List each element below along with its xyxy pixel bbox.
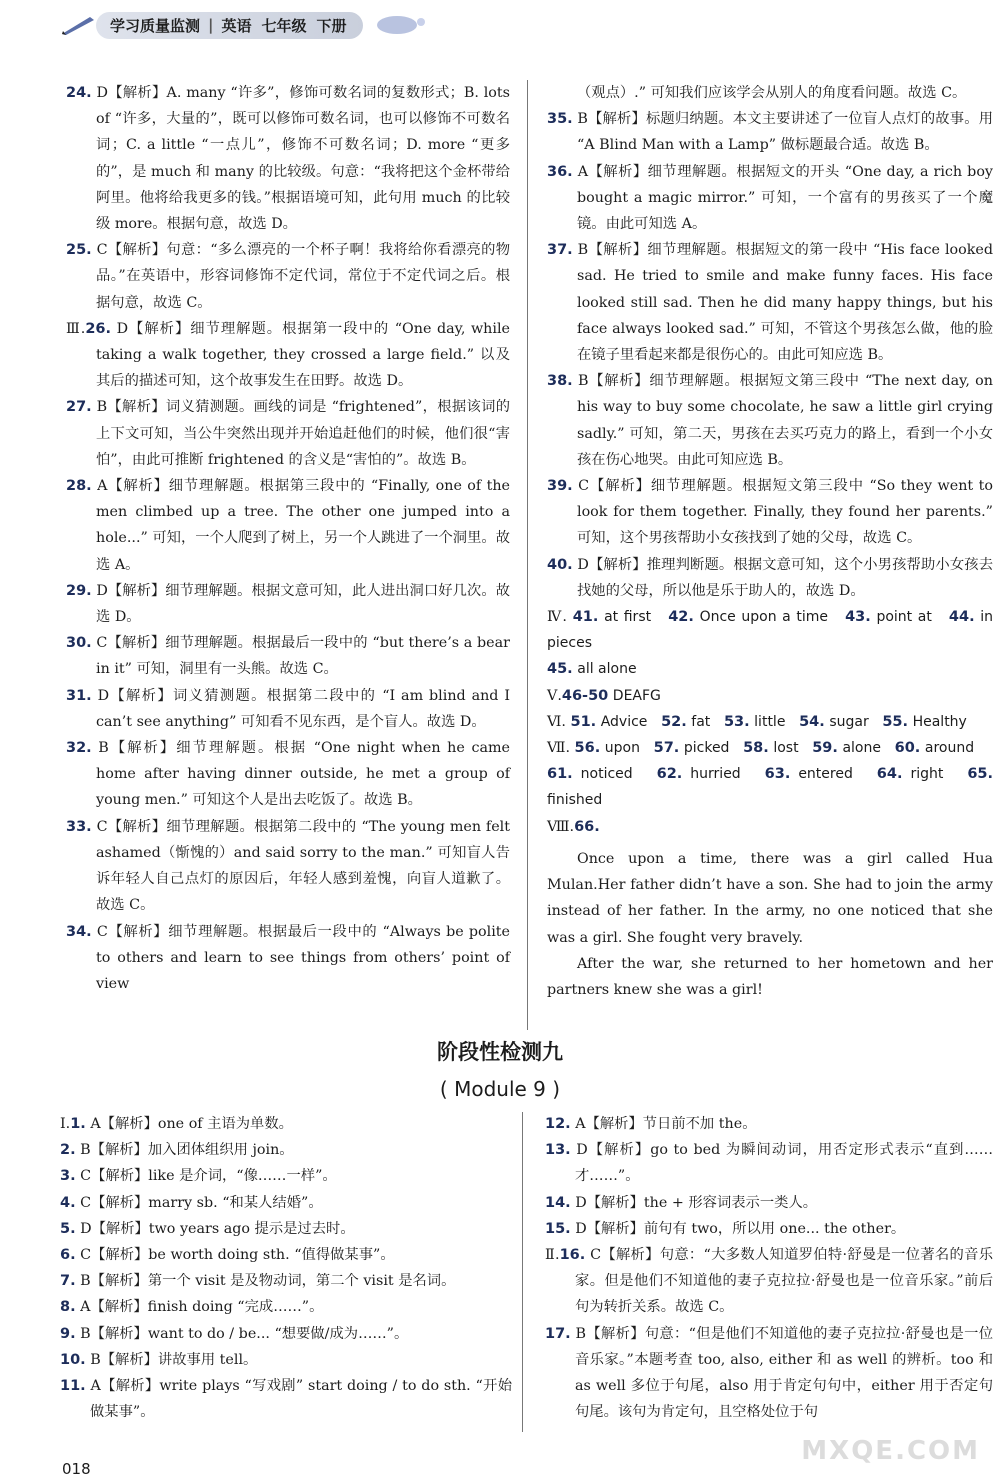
grade-label: 七年级 [261, 16, 307, 35]
question-number: 35. [547, 111, 573, 128]
explanation-text: C【解析】句意：“大多数人知道罗伯特·舒曼是一位著名的音乐家。但是他们不知道他的妻子克拉拉·舒曼也是一位音乐家。”前后句为转折关系。故选 C。 [575, 1247, 994, 1316]
answer-number: 66. [574, 818, 600, 835]
answer-number: 65. [967, 766, 993, 783]
question-number: 8. [60, 1299, 76, 1316]
question-number: 1. [70, 1116, 86, 1132]
question-number: 30. [66, 635, 92, 652]
explanation-text: B【解析】细节理解题。根据 “One night when he came home after having dinner outside, he met a group of young men.” 可知这个人是出去吃饭了。故选 B。 [96, 740, 510, 809]
explanation-text: C【解析】细节理解题。根据第二段中的 “The young men felt ashamed（惭愧的）and said sorry to the man.” 可知盲人告诉年轻人自己点灯的原因后，年轻人感到羞愧，向盲人道歉了。故选 C。 [96, 818, 510, 914]
explanation-text: B【解析】细节理解题。根据短文的第一段中 “His face looked sad. He tried to smile and make funny faces. His face looked still sad. Then he did many happy things, but his face always looked sad.” 可知，不管这个男孩怎么做，他的脸在镜子里看起来都是很伤心的。由此可知应选 B。 [577, 242, 994, 364]
answer-item [545, 1242, 993, 1321]
answer-item [60, 1216, 512, 1242]
essay-paragraph-1: Once upon a time, there was a girl called Hua Mulan.Her father didn’t have a son. She had to join the army instead of her father. In the army, no one noticed that she was a girl. She fought very bravely. [547, 850, 993, 946]
answer-number: 51. [570, 713, 597, 730]
answer-text: all alone [577, 661, 637, 678]
question-number: 2. [60, 1142, 76, 1159]
answer-text: DEAFG [612, 687, 661, 704]
answer-item [66, 316, 510, 395]
question-number: 33. [66, 818, 92, 835]
answer-number: 63. [764, 766, 791, 783]
question-number: 38. [547, 373, 573, 390]
answer-number: 52. [661, 713, 687, 730]
answer-item [547, 473, 993, 552]
answer-item [547, 368, 993, 473]
subject-label: 英语 [221, 16, 252, 35]
question-number: 4. [60, 1194, 76, 1211]
explanation-text: D【解析】A. many “许多”，修饰可数名词的复数形式；B. lots of “许多，大量的”，既可以修饰可数名词，也可以修饰不可数名词；C. a little “一点儿”，修饰不可数名词；D. more “更多的”，是 much 和 many 的比较级。句意：“我将把这个金杯带给阿里。他将给我更多的钱。”根据语境可知，此句用 much 的比较级 more。根据句意，故选 D。 [96, 85, 511, 233]
question-number: 3. [60, 1168, 76, 1185]
explanation-text: B【解析】句意：“但是他们不知道他的妻子克拉拉·舒曼也是一位音乐家。”本题考查 too, also, either 和 as well 的辨析。too 和 as well 多位于句尾，also 用于肯定句句中，either 用于否定句句尾。该句为肯定句，且空格处位于句 [575, 1325, 993, 1421]
upper-right-column [547, 80, 993, 1003]
section-label: Ⅶ. [547, 740, 570, 757]
answer-text: noticed [580, 766, 633, 783]
section-title: 阶段性检测九 [437, 1040, 563, 1064]
explanation-text: A【解析】write plays “写戏剧” start doing / to do sth. “开始做某事”。 [90, 1378, 512, 1421]
answer-number: 56. [574, 740, 601, 757]
question-number: 16. [559, 1247, 586, 1264]
explanation-text: C【解析】be worth doing sth. “值得做某事”。 [80, 1247, 395, 1264]
explanation-text: D【解析】词义猜测题。根据第二段中的 “I am blind and I can’t see anything” 可知看不见东西，是个盲人。故选 D。 [96, 687, 510, 730]
column-divider-lower [522, 1112, 523, 1432]
explanation-text: B【解析】讲故事用 tell。 [90, 1351, 258, 1368]
explanation-text: A【解析】细节理解题。根据短文的开头 “One day, a rich boy bought a magic mirror.” 可知，一个富有的男孩买了一个魔镜。由此可知选 A。 [577, 163, 994, 233]
answer-text: hurried [690, 766, 741, 783]
answer-text: right [910, 766, 944, 783]
answer-number: 45. [547, 661, 573, 678]
watermark: MXQE.COM [801, 1436, 980, 1466]
answer-number: 42. [668, 609, 694, 626]
answer-number: 64. [876, 766, 903, 783]
question-number: 39. [547, 478, 573, 495]
column-divider [527, 80, 528, 1030]
answer-number: 43. [845, 609, 871, 626]
explanation-text: C【解析】细节理解题。根据最后一段中的 “Always be polite to others and learn to see things from others’ point of view [96, 923, 510, 992]
explanation-text: D【解析】细节理解题。根据文意可知，此人进出洞口好几次。故选 D。 [96, 582, 511, 626]
lower-left-column [60, 1111, 512, 1425]
explanation-text: D【解析】细节理解题。根据第一段中的 “One day, while taking a walk together, they crossed a large field.” 以及其后的描述可知，这个故事发生在田野。故选 D。 [96, 320, 510, 390]
answer-text: at first [604, 609, 652, 626]
explanation-text: C【解析】like 是介词，“像……一样”。 [80, 1168, 337, 1185]
question-number: 36. [547, 163, 573, 180]
answer-item [66, 578, 510, 630]
question-number: 37. [547, 242, 573, 259]
answer-item [545, 1216, 993, 1242]
section-label: Ⅷ. [547, 818, 575, 835]
answer-number: 62. [656, 766, 683, 783]
explanation-text: D【解析】two years ago 提示是过去时。 [80, 1220, 355, 1237]
explanation-text: B【解析】加入团体组织用 join。 [80, 1142, 294, 1159]
answer-item [66, 683, 510, 735]
answer-item [547, 552, 993, 604]
answer-number: 58. [743, 740, 769, 757]
answer-item [60, 1190, 512, 1216]
answer-text: lost [773, 740, 799, 757]
explanation-text: B【解析】词义猜测题。画线的词是 “frightened”，根据该词的上下文可知，当公牛突然出现并开始追赶他们的时候，他们很“害怕”，由此可推断 frightened 的含义是“害怕的”。故选 B。 [96, 399, 510, 468]
question-number: 14. [545, 1194, 571, 1211]
explanation-text: B【解析】细节理解题。根据短文第三段中 “The next day, on his way to buy some chocolate, he saw a little girl crying sadly.” 可知，第二天，男孩在去买巧克力的路上，看到一个小女孩在伤心地哭。由此可知应选 B。 [577, 373, 993, 468]
answer-number: 61. [547, 766, 573, 783]
question-number: 27. [66, 399, 92, 416]
section-4-row-2 [547, 656, 993, 682]
answer-item [66, 80, 510, 237]
answer-number: 57. [653, 740, 680, 757]
answer-text: Healthy [912, 713, 967, 730]
answer-text: picked [683, 740, 730, 757]
header-separator: | [208, 16, 214, 34]
answer-item [60, 1373, 512, 1425]
question-number: 6. [60, 1247, 76, 1264]
answer-number: 41. [572, 609, 599, 626]
answer-item [66, 919, 510, 998]
pen-icon [60, 14, 96, 36]
explanation-text: D【解析】the + 形容词表示一类人。 [575, 1194, 818, 1211]
section-label: Ⅲ. [66, 320, 86, 337]
answer-item [66, 735, 510, 814]
question-number: 7. [60, 1273, 76, 1290]
answer-item [66, 630, 510, 682]
answer-item [60, 1111, 512, 1137]
question-number: 12. [545, 1116, 571, 1132]
answer-range: 46-50 [561, 687, 609, 704]
ink-blot-icon [375, 14, 427, 36]
answer-item [66, 394, 510, 473]
section-label: Ⅱ. [545, 1247, 560, 1264]
question-number: 28. [66, 478, 92, 495]
answer-text: little [754, 713, 786, 730]
answer-item [545, 1321, 993, 1426]
answer-item [66, 237, 510, 316]
explanation-text: A【解析】finish doing “完成……”。 [80, 1299, 324, 1316]
answer-text: point at [876, 609, 932, 626]
answer-text: Once upon a time [699, 609, 828, 626]
answer-number: 54. [799, 713, 825, 730]
section-4-row-1 [547, 604, 993, 656]
section-label: Ⅴ. [547, 687, 562, 704]
section-5-row [547, 683, 993, 709]
explanation-text: A【解析】节日前不加 the。 [575, 1116, 757, 1132]
explanation-text: D【解析】go to bed 为瞬间动词，用否定形式表示“直到……才……”。 [575, 1142, 994, 1185]
answer-item [545, 1190, 993, 1216]
explanation-text: （观点）.” 可知我们应该学会从别人的角度看问题。故选 C。 [577, 85, 967, 101]
answer-number: 55. [882, 713, 909, 730]
question-number: 10. [60, 1351, 86, 1368]
answer-item [60, 1242, 512, 1268]
section-label: Ⅵ. [547, 713, 566, 730]
section-7-row [547, 735, 993, 761]
answer-item [545, 1137, 993, 1189]
question-number: 32. [66, 740, 92, 757]
answer-number: 59. [812, 740, 838, 757]
answer-item [60, 1294, 512, 1320]
section-label: Ⅰ. [60, 1116, 71, 1132]
series-title: 学习质量监测 [110, 16, 201, 35]
answer-item [66, 814, 510, 919]
answer-item [547, 159, 993, 238]
explanation-text: C【解析】marry sb. “和某人结婚”。 [80, 1194, 323, 1211]
answer-item [545, 1111, 993, 1137]
answer-text: in pieces [547, 609, 994, 652]
explanation-text: B【解析】第一个 visit 是及物动词，第二个 visit 是名词。 [80, 1273, 456, 1290]
answer-item [66, 473, 510, 578]
answer-text: around [924, 740, 975, 757]
upper-right-items [547, 80, 993, 604]
answer-item [60, 1163, 512, 1189]
answer-item [60, 1268, 512, 1294]
answer-text: alone [842, 740, 881, 757]
question-number: 15. [545, 1220, 571, 1237]
section-7b-row [547, 761, 993, 813]
answer-text: upon [604, 740, 640, 757]
answer-number: 53. [723, 713, 750, 730]
explanation-text: B【解析】want to do / be... “想要做/成为……”。 [80, 1325, 409, 1342]
question-number: 31. [66, 687, 92, 704]
section-6-row [547, 709, 993, 735]
question-number: 40. [547, 556, 573, 573]
answer-text: fat [691, 713, 711, 730]
answer-item [60, 1137, 512, 1163]
question-number: 11. [60, 1378, 86, 1395]
answer-number: 44. [948, 609, 975, 626]
section-8-row [547, 814, 993, 840]
answer-item [547, 106, 993, 158]
explanation-text: A【解析】细节理解题。根据第三段中的 “Finally, one of the men climbed up a tree. The other one jumped into a hole...” 可知，一个人爬到了树上，另一个人跳进了一个洞里。故选 A。 [96, 478, 510, 573]
explanation-text: B【解析】标题归纳题。本文主要讲述了一位盲人点灯的故事。用 “A Blind Man with a Lamp” 做标题最合适。故选 B。 [577, 111, 993, 154]
answer-item [60, 1347, 512, 1373]
section-label: Ⅳ. [547, 609, 567, 626]
explanation-text: C【解析】细节理解题。根据短文第三段中 “So they went to look for them together. Finally, they found her parents.” 可知，这个男孩帮助小女孩找到了她的父母，故选 C。 [577, 478, 993, 547]
page-number: 018 [62, 1460, 91, 1478]
question-number: 13. [545, 1142, 571, 1159]
explanation-text: D【解析】推理判断题。根据文意可知，这个小男孩帮助小女孩去找她的父母，所以他是乐于助人的，故选 D。 [577, 556, 993, 599]
question-number: 9. [60, 1325, 76, 1342]
answer-item [60, 1321, 512, 1347]
explanation-text: A【解析】one of 主语为单数。 [90, 1116, 293, 1132]
answer-text: entered [798, 766, 853, 783]
answer-item [547, 80, 993, 106]
question-number: 17. [545, 1325, 571, 1342]
essay-paragraph-2: After the war, she returned to her hometown and her partners knew she was a girl! [547, 955, 993, 998]
question-number: 24. [66, 85, 92, 101]
explanation-text: D【解析】前句有 two，所以用 one... the other。 [575, 1220, 906, 1237]
explanation-text: C【解析】句意：“多么漂亮的一个杯子啊！我将给你看漂亮的物品。”在英语中，形容词修饰不定代词，常位于不定代词之后。根据句意，故选 C。 [96, 242, 510, 311]
answer-item [547, 237, 993, 368]
answer-text: Advice [600, 713, 648, 730]
upper-left-column [66, 80, 510, 997]
header-bar [96, 12, 363, 39]
page-header [60, 8, 427, 42]
explanation-text: C【解析】细节理解题。根据最后一段中的 “but there’s a bear in it” 可知，洞里有一头熊。故选 C。 [96, 635, 510, 678]
question-number: 26. [85, 320, 112, 337]
volume-label: 下册 [316, 16, 347, 35]
lower-right-column [545, 1111, 993, 1425]
question-number: 5. [60, 1220, 76, 1237]
answer-number: 60. [894, 740, 921, 757]
answer-text: finished [547, 792, 603, 809]
question-number: 29. [66, 582, 92, 599]
question-number: 34. [66, 923, 92, 940]
answer-text: sugar [829, 713, 869, 730]
section-subtitle: ( Module 9 ) [439, 1077, 561, 1101]
question-number: 25. [66, 242, 92, 259]
